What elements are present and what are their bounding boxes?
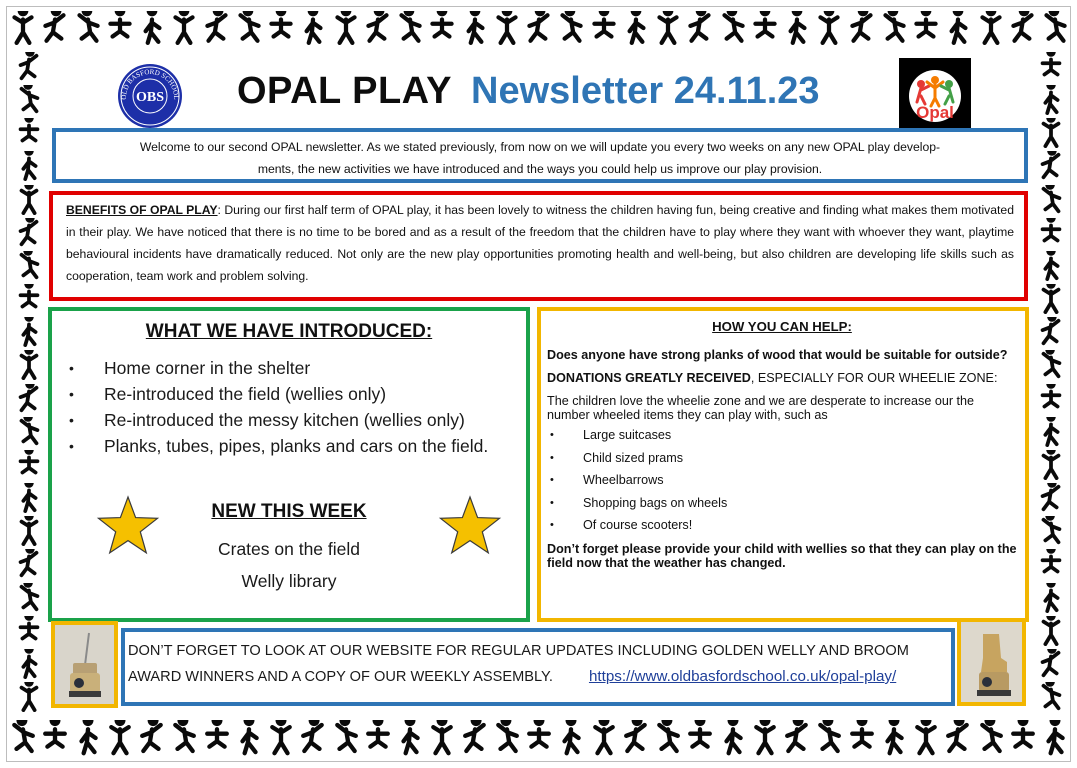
dancer-silhouette-icon — [107, 720, 133, 756]
dancer-silhouette-icon — [16, 450, 42, 480]
help-box — [537, 307, 1029, 622]
list-item: • Child sized prams — [547, 447, 1017, 470]
dancer-silhouette-icon — [784, 720, 810, 756]
dancer-silhouette-icon — [1042, 11, 1068, 45]
dancer-silhouette-icon — [558, 720, 584, 756]
dancer-silhouette-icon — [300, 11, 326, 45]
dancer-silhouette-icon — [816, 720, 842, 756]
dancer-silhouette-icon — [10, 11, 36, 45]
dancer-silhouette-icon — [1037, 483, 1065, 513]
dancer-silhouette-icon — [397, 720, 423, 756]
dancer-silhouette-icon — [558, 11, 584, 45]
welcome-box — [52, 128, 1028, 183]
donations-bold: DONATIONS GREATLY RECEIVED — [547, 371, 751, 385]
school-logo-text: OLD BASFORD SCHOOL — [119, 67, 181, 100]
golden-broom-award-photo — [51, 621, 118, 708]
dancer-silhouette-icon — [16, 218, 42, 248]
dancer-silhouette-icon — [236, 720, 262, 756]
dancer-silhouette-icon — [720, 720, 746, 756]
school-logo — [114, 62, 186, 130]
dancer-silhouette-icon — [1037, 616, 1065, 646]
school-logo-initials: OBS — [135, 90, 165, 105]
dancer-silhouette-icon — [16, 549, 42, 579]
dancer-silhouette-icon — [494, 11, 520, 45]
list-item: • Large suitcases — [547, 424, 1017, 447]
donations-rest: , ESPECIALLY FOR OUR WHEELIE ZONE: — [750, 371, 998, 385]
dancer-silhouette-icon — [1037, 417, 1065, 447]
dancer-silhouette-icon — [816, 11, 842, 45]
dancer-silhouette-icon — [623, 11, 649, 45]
dancer-silhouette-icon — [268, 11, 294, 45]
silhouette-border-bottom — [10, 716, 1068, 760]
dancer-silhouette-icon — [1037, 350, 1065, 380]
dancer-silhouette-icon — [1037, 317, 1065, 347]
dancer-silhouette-icon — [16, 583, 42, 613]
dancer-silhouette-icon — [75, 11, 101, 45]
list-item: • Shopping bags on wheels — [547, 492, 1017, 515]
dancer-silhouette-icon — [1037, 549, 1065, 579]
dancer-silhouette-icon — [75, 720, 101, 756]
list-item: • Re-introduced the messy kitchen (wellies only) — [66, 407, 526, 433]
dancer-silhouette-icon — [171, 11, 197, 45]
dancer-silhouette-icon — [139, 720, 165, 756]
dancer-silhouette-icon — [1037, 118, 1065, 148]
dancer-silhouette-icon — [397, 11, 423, 45]
dancer-silhouette-icon — [1037, 251, 1065, 281]
dancer-silhouette-icon — [462, 11, 488, 45]
benefits-box — [49, 191, 1028, 301]
dancer-silhouette-icon — [913, 11, 939, 45]
dancer-silhouette-icon — [1037, 583, 1065, 613]
dancer-silhouette-icon — [268, 720, 294, 756]
silhouette-border-left — [10, 52, 48, 712]
benefits-text: : During our first half term of OPAL play, it has been lovely to witness the children having fun, being creative and finding what makes them motivated in their play. We have noticed that there is no time to be bored and as a result of the freedom that the children have to play where they want with whoever they want, playtime behavioural incidents have dramatically reduced. Not only are the new play opportunities promoting health and well-being, but also children are developing life skills such as cooperation, team work and problem solving. — [66, 203, 1014, 283]
dancer-silhouette-icon — [1042, 720, 1068, 756]
dancer-silhouette-icon — [16, 616, 42, 646]
dancer-silhouette-icon — [1037, 151, 1065, 181]
dancer-silhouette-icon — [1037, 85, 1065, 115]
dancer-silhouette-icon — [945, 11, 971, 45]
dancer-silhouette-icon — [16, 384, 42, 414]
dancer-silhouette-icon — [16, 52, 42, 82]
dancer-silhouette-icon — [139, 11, 165, 45]
page-title: OPAL PLAY — [237, 70, 452, 112]
dancer-silhouette-icon — [333, 720, 359, 756]
dancer-silhouette-icon — [204, 11, 230, 45]
dancer-silhouette-icon — [16, 682, 42, 712]
dancer-silhouette-icon — [752, 11, 778, 45]
new-this-week-heading: NEW THIS WEEK — [211, 501, 367, 522]
dancer-silhouette-icon — [1010, 11, 1036, 45]
dancer-silhouette-icon — [16, 85, 42, 115]
newsletter-date: Newsletter 24.11.23 — [471, 70, 820, 112]
dancer-silhouette-icon — [591, 11, 617, 45]
dancer-silhouette-icon — [784, 11, 810, 45]
dancer-silhouette-icon — [16, 516, 42, 546]
golden-welly-award-photo — [957, 618, 1026, 706]
opal-logo-text: Opal — [916, 103, 954, 122]
silhouette-border-top — [10, 8, 1068, 48]
dancer-silhouette-icon — [16, 185, 42, 215]
benefits-heading: BENEFITS OF OPAL PLAY — [66, 203, 218, 217]
dancer-silhouette-icon — [429, 11, 455, 45]
dancer-silhouette-icon — [494, 720, 520, 756]
dancer-silhouette-icon — [849, 720, 875, 756]
list-item: • Re-introduced the field (wellies only) — [66, 381, 526, 407]
dancer-silhouette-icon — [687, 720, 713, 756]
dancer-silhouette-icon — [526, 720, 552, 756]
dancer-silhouette-icon — [849, 11, 875, 45]
help-intro: The children love the wheelie zone and we are desperate to increase our the number wheeled items they can play with, such as — [547, 394, 975, 422]
star-icon — [438, 495, 502, 557]
dancer-silhouette-icon — [1037, 52, 1065, 82]
dancer-silhouette-icon — [107, 11, 133, 45]
website-line-2: AWARD WINNERS AND A COPY OF OUR WEEKLY ASSEMBLY. — [128, 669, 553, 685]
website-line-1: DON’T FORGET TO LOOK AT OUR WEBSITE FOR REGULAR UPDATES INCLUDING GOLDEN WELLY AND BROOM — [128, 643, 909, 659]
dancer-silhouette-icon — [16, 483, 42, 513]
dancer-silhouette-icon — [720, 11, 746, 45]
dancer-silhouette-icon — [591, 720, 617, 756]
welcome-line-2: ments, the new activities we have introduced and the ways you could help us improve our play provision. — [257, 162, 823, 176]
dancer-silhouette-icon — [10, 720, 36, 756]
dancer-silhouette-icon — [881, 720, 907, 756]
wheelie-items-list — [547, 424, 1017, 537]
dancer-silhouette-icon — [365, 720, 391, 756]
list-item: • Home corner in the shelter — [66, 355, 526, 381]
dancer-silhouette-icon — [462, 720, 488, 756]
new-item: Crates on the field — [217, 539, 361, 559]
dancer-silhouette-icon — [1037, 649, 1065, 679]
dancer-silhouette-icon — [16, 649, 42, 679]
introduced-list — [66, 355, 526, 459]
dancer-silhouette-icon — [655, 11, 681, 45]
website-box — [121, 628, 955, 706]
dancer-silhouette-icon — [1037, 450, 1065, 480]
list-item: • Wheelbarrows — [547, 469, 1017, 492]
dancer-silhouette-icon — [204, 720, 230, 756]
new-item: Welly library — [241, 571, 337, 591]
dancer-silhouette-icon — [655, 720, 681, 756]
list-item: • Of course scooters! — [547, 514, 1017, 537]
dancer-silhouette-icon — [1037, 384, 1065, 414]
dancer-silhouette-icon — [881, 11, 907, 45]
opal-logo — [899, 58, 971, 130]
dancer-silhouette-icon — [1010, 720, 1036, 756]
dancer-silhouette-icon — [1037, 682, 1065, 712]
dancer-silhouette-icon — [42, 11, 68, 45]
dancer-silhouette-icon — [236, 11, 262, 45]
dancer-silhouette-icon — [1037, 218, 1065, 248]
dancer-silhouette-icon — [171, 720, 197, 756]
silhouette-border-right — [1031, 52, 1071, 712]
help-heading: HOW YOU CAN HELP: — [712, 319, 852, 334]
dancer-silhouette-icon — [16, 251, 42, 281]
welcome-line-1: Welcome to our second OPAL newsletter. As we stated previously, from now on we will update you every two weeks on any new OPAL play develop- — [139, 140, 941, 154]
dancer-silhouette-icon — [365, 11, 391, 45]
help-closing: Don’t forget please provide your child with wellies so that they can play on the field now that the weather has changed. — [547, 541, 1017, 570]
dancer-silhouette-icon — [429, 720, 455, 756]
help-question: Does anyone have strong planks of wood that would be suitable for outside? — [547, 348, 1008, 362]
dancer-silhouette-icon — [16, 417, 42, 447]
dancer-silhouette-icon — [1037, 516, 1065, 546]
dancer-silhouette-icon — [913, 720, 939, 756]
introduced-box — [48, 307, 530, 622]
dancer-silhouette-icon — [623, 720, 649, 756]
dancer-silhouette-icon — [978, 720, 1004, 756]
dancer-silhouette-icon — [526, 11, 552, 45]
dancer-silhouette-icon — [42, 720, 68, 756]
dancer-silhouette-icon — [16, 118, 42, 148]
dancer-silhouette-icon — [300, 720, 326, 756]
dancer-silhouette-icon — [945, 720, 971, 756]
dancer-silhouette-icon — [16, 350, 42, 380]
dancer-silhouette-icon — [16, 151, 42, 181]
dancer-silhouette-icon — [687, 11, 713, 45]
list-item: • Planks, tubes, pipes, planks and cars on the field. — [66, 433, 526, 459]
dancer-silhouette-icon — [1037, 284, 1065, 314]
help-donations — [547, 371, 1017, 385]
website-link[interactable]: https://www.oldbasfordschool.co.uk/opal-play/ — [588, 668, 897, 685]
introduced-heading: WHAT WE HAVE INTRODUCED: — [145, 321, 433, 342]
dancer-silhouette-icon — [978, 11, 1004, 45]
dancer-silhouette-icon — [16, 284, 42, 314]
dancer-silhouette-icon — [333, 11, 359, 45]
dancer-silhouette-icon — [1037, 185, 1065, 215]
dancer-silhouette-icon — [16, 317, 42, 347]
dancer-silhouette-icon — [752, 720, 778, 756]
